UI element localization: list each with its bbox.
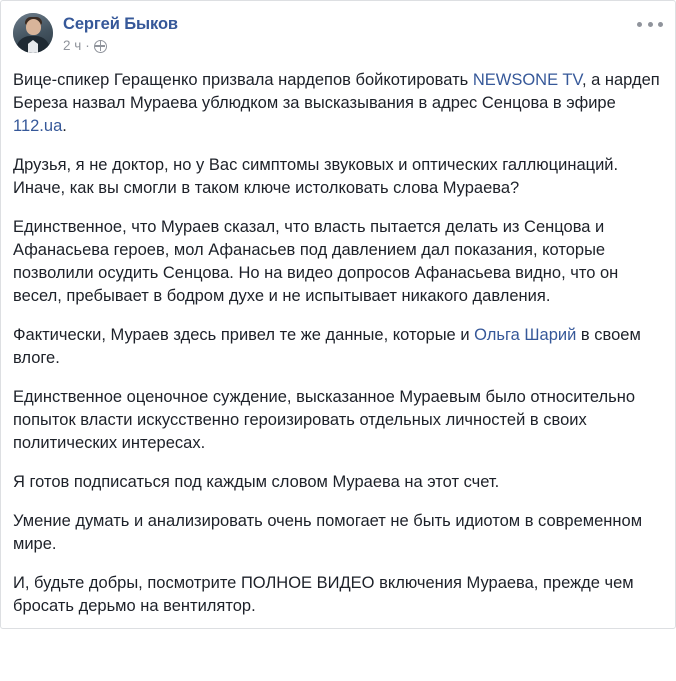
globe-icon[interactable] xyxy=(94,40,107,53)
post-paragraph xyxy=(13,510,663,556)
avatar[interactable] xyxy=(13,13,53,53)
post-text: Умение думать и анализировать очень помогает не быть идиотом в современном мире. xyxy=(13,512,643,553)
post-header-text xyxy=(63,13,178,55)
post-meta xyxy=(63,37,178,55)
post-link[interactable]: NEWSONE TV xyxy=(472,71,582,89)
post-text: Друзья, я не доктор, но у Вас симптомы звуковых и оптических галлюцинаций. Иначе, как вы смогли в таком ключе истолковать слова Мураева? xyxy=(13,156,619,197)
meta-separator: · xyxy=(85,38,90,53)
post-text: Вице-спикер Геращенко призвала нардепов бойкотировать xyxy=(13,71,473,89)
post-text: в своем влоге. xyxy=(13,326,641,367)
post-text: Фактически, Мураев здесь привел те же данные, которые и xyxy=(13,326,475,344)
post-paragraph xyxy=(13,471,663,494)
post-paragraph xyxy=(13,154,663,200)
post-link[interactable]: 112.ua xyxy=(13,117,63,135)
post-text: Единственное оценочное суждение, высказанное Мураевым было относительно попыток власти искусственно героизировать отдельных личностей в своих политических интересах. xyxy=(13,388,636,452)
post-text: Единственное, что Мураев сказал, что власть пытается делать из Сенцова и Афанасьева героев, мол Афанасьев под давлением дал показания, которые позволили осудить Сенцова. Но на видео допросов Афанасьева видно, что он весел, пребывает в бодром духе и не испытывает никакого давления. xyxy=(13,218,619,305)
post-text: , а нардеп Береза назвал Мураева ублюдком за высказывания в адрес Сенцова в эфире xyxy=(13,71,660,112)
post-text: Я готов подписаться под каждым словом Мураева на этот счет. xyxy=(13,473,500,491)
post-text: И, будьте добры, посмотрите ПОЛНОЕ ВИДЕО включения Мураева, прежде чем бросать дерьмо на вентилятор. xyxy=(13,574,634,615)
post-link[interactable]: Ольга Шарий xyxy=(474,326,577,344)
post-text: . xyxy=(62,117,67,135)
post-paragraph xyxy=(13,69,663,138)
post-body xyxy=(13,59,663,618)
post-paragraph xyxy=(13,386,663,455)
post-paragraph xyxy=(13,572,663,618)
avatar-face xyxy=(26,19,41,35)
more-dot-2 xyxy=(648,22,653,27)
post-header xyxy=(13,13,663,59)
post-paragraph xyxy=(13,324,663,370)
more-dot-1 xyxy=(637,22,642,27)
post-paragraph xyxy=(13,216,663,308)
post-timestamp[interactable]: 2 ч xyxy=(63,38,82,53)
more-dot-3 xyxy=(658,22,663,27)
post-author-name[interactable]: Сергей Быков xyxy=(63,15,178,33)
more-options-icon[interactable] xyxy=(637,15,663,33)
